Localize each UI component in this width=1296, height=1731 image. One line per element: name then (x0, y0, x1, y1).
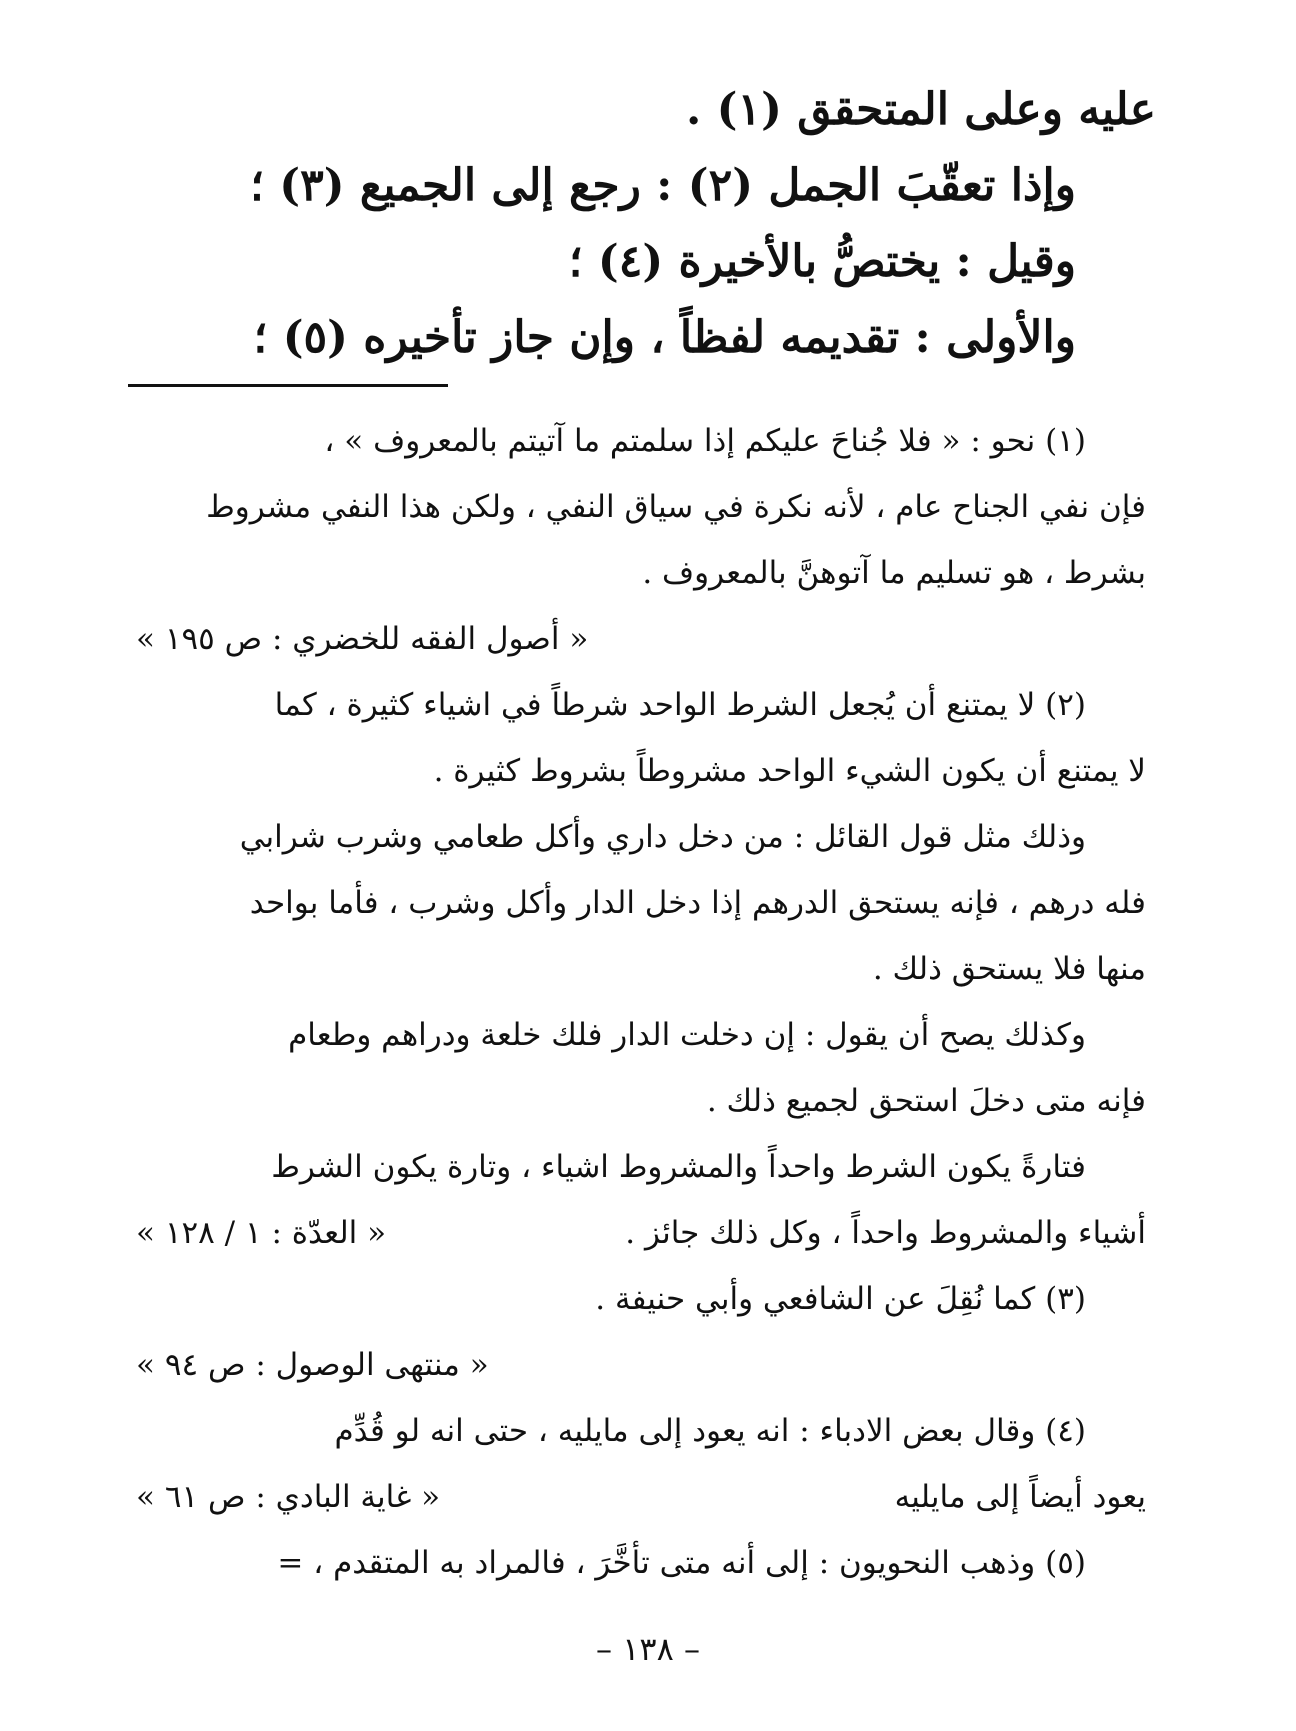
footnote-2-para2-line-1: وذلك مثل قول القائل : من دخل داري وأكل طعامي وشرب شرابي (239, 819, 1086, 855)
footnote-2-para4-line-1: فتارةً يكون الشرط واحداً والمشروط اشياء ، وتارة يكون الشرط (271, 1149, 1086, 1185)
footnote-1-line-3: بشرط ، هو تسليم ما آتوهنَّ بالمعروف . (642, 555, 1146, 591)
footnote-2-para3-line-1: وكذلك يصح أن يقول : إن دخلت الدار فلك خلعة ودراهم وطعام (288, 1017, 1086, 1053)
footnote-2-para4-line-2 (136, 1200, 1146, 1266)
footnote-5-line: (٥) وذهب النحويون : إلى أنه متى تأخَّرَ ، فالمراد به المتقدم ، = (277, 1545, 1086, 1581)
footnote-2-para2-line-2: فله درهم ، فإنه يستحق الدرهم إذا دخل الدار وأكل وشرب ، فأما بواحد (249, 885, 1146, 921)
footnote-2-line-2: لا يمتنع أن يكون الشيء الواحد مشروطاً بشروط كثيرة . (433, 753, 1146, 789)
footnote-3-source: « منتهى الوصول : ص ٩٤ » (136, 1347, 489, 1383)
footnote-1-source: « أصول الفقه للخضري : ص ١٩٥ » (136, 621, 589, 657)
footnote-2-line-1: (٢) لا يمتنع أن يُجعل الشرط الواحد شرطاً في اشياء كثيرة ، كما (274, 687, 1086, 723)
main-line-4: والأولى : تقديمه لفظاً ، وإن جاز تأخيره (٥) ؛ (253, 312, 1076, 363)
footnote-4-line-1: (٤) وقال بعض الادباء : انه يعود إلى مايليه ، حتى انه لو قُدِّم (334, 1413, 1086, 1449)
footnote-2-para3-line-2: فإنه متى دخلَ استحق لجميع ذلك . (706, 1083, 1146, 1119)
footnote-4-line-2 (136, 1464, 1146, 1530)
footnote-1-line-2: فإن نفي الجناح عام ، لأنه نكرة في سياق النفي ، ولكن هذا النفي مشروط (206, 489, 1146, 525)
main-line-3: وقيل : يختصُّ بالأخيرة (٤) ؛ (568, 236, 1076, 287)
footnote-1-line-1: (١) نحو : « فلا جُناحَ عليكم إذا سلمتم ما آتيتم بالمعروف » ، (324, 423, 1086, 459)
footnote-2-para2-line-3: منها فلا يستحق ذلك . (872, 951, 1146, 987)
page-number: – ١٣٨ – (596, 1630, 700, 1668)
footnotes (136, 408, 1146, 1596)
footnote-3-line: (٣) كما نُقِلَ عن الشافعي وأبي حنيفة . (595, 1281, 1086, 1317)
main-line-1: عليه وعلى المتحقق (١) . (685, 84, 1156, 135)
footnote-4-source: « غاية البادي : ص ٦١ » (136, 1479, 441, 1515)
main-line-2: وإذا تعقّبَ الجمل (٢) : رجع إلى الجميع (٣) ؛ (249, 160, 1076, 211)
footnote-2-source: « العدّة : ١ / ١٢٨ » (136, 1215, 387, 1251)
footnote-2-last-text: أشياء والمشروط واحداً ، وكل ذلك جائز . (625, 1215, 1146, 1251)
footnote-separator (128, 384, 448, 387)
main-text (116, 72, 1156, 376)
footnote-4-last-text: يعود أيضاً إلى مايليه (894, 1479, 1146, 1515)
